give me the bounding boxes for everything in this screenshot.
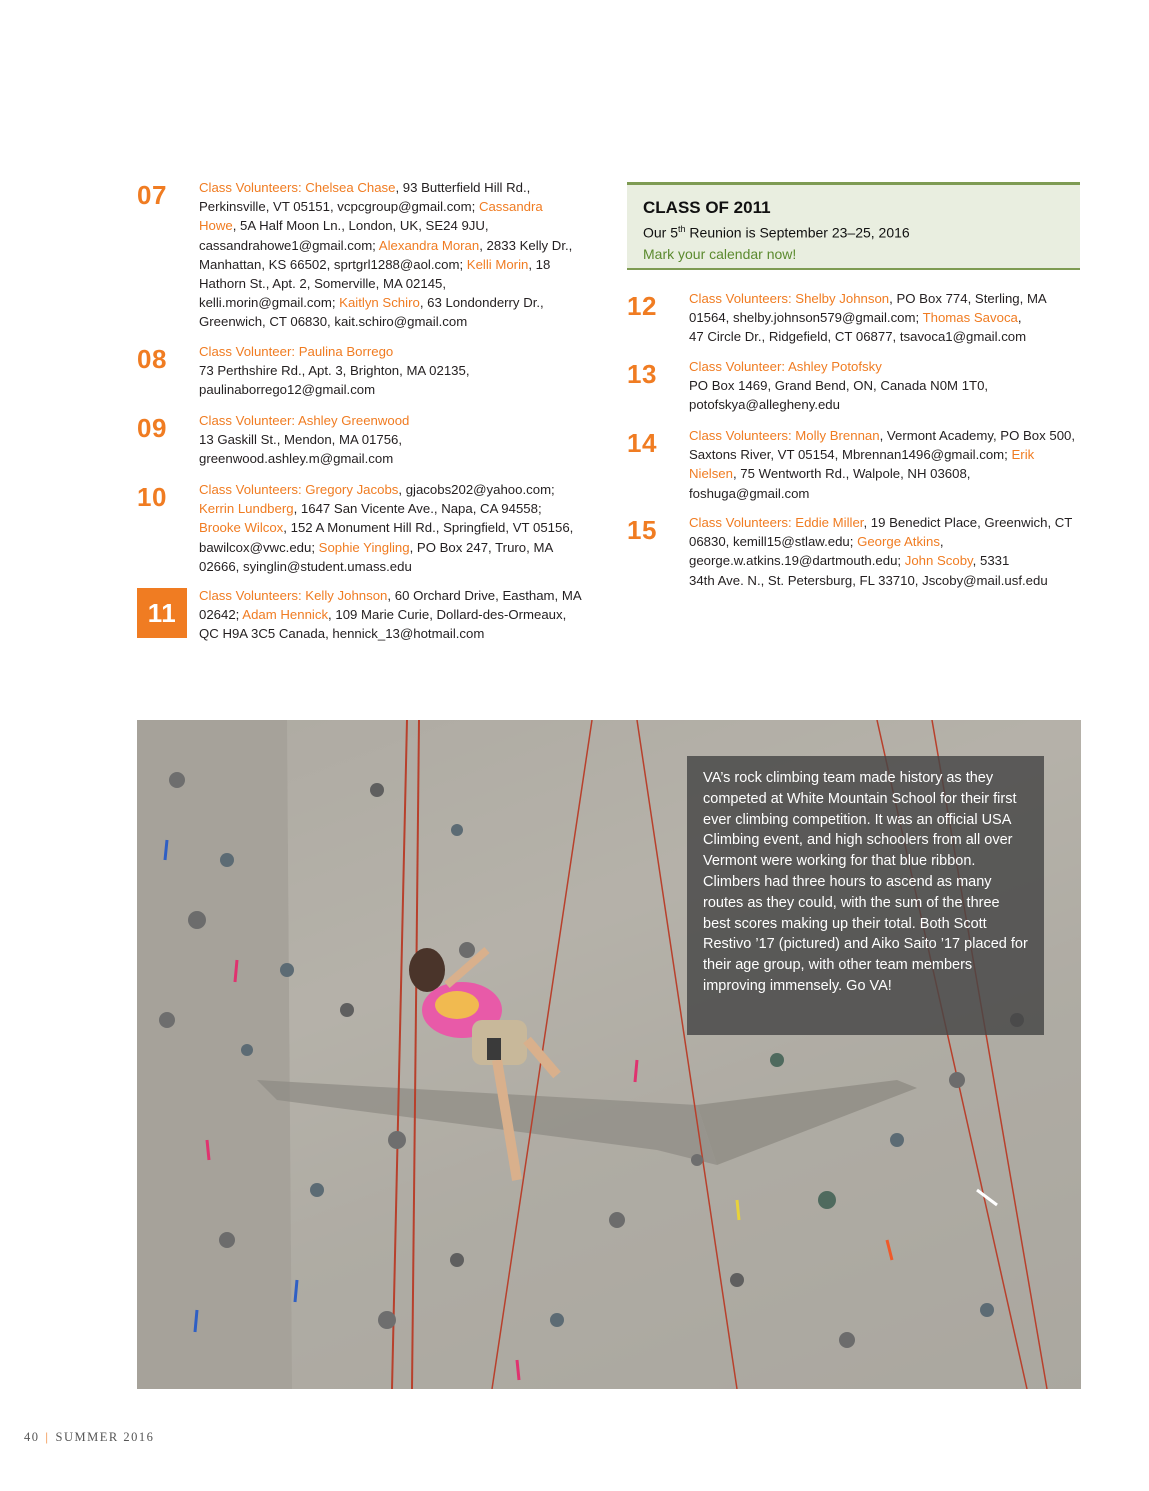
issue-name: SUMMER 2016	[55, 1430, 155, 1444]
photo-caption: VA’s rock climbing team made history as they competed at White Mountain School for their first ever climbing competition. It was an official USA Climbing event, and high schoolers from all over Vermont were working for that blue ribbon. Climbers had three hours to ascend as many routes as they could, with the sum of the three best scores making up their total. Both Scott Restivo ’17 (pictured) and Aiko Saito ’17 placed for their age group, with other team members improving immensely. Go VA!	[687, 756, 1044, 1035]
contact-details: 73 Perthshire Rd., Apt. 3, Brighton, MA 02135, paulinaborrego12@gmail.com	[199, 363, 470, 398]
reunion-date-suffix: Reunion is September 23–25, 2016	[685, 224, 910, 241]
reunion-call-to-action: Mark your calendar now!	[643, 245, 797, 262]
class-year-number: 10	[137, 482, 167, 512]
class-entry-text	[199, 411, 449, 469]
class-entry-text	[199, 480, 581, 576]
class-year-number: 07	[137, 180, 167, 210]
volunteer-name: Kelli Morin	[466, 256, 529, 272]
contact-details: , 1647 San Vicente Ave., Napa, CA 94558;	[293, 501, 542, 517]
class-entry-text	[689, 289, 1077, 347]
contact-details: 34th Ave. N., St. Petersburg, FL 33710, Jscoby@mail.usf.edu	[689, 572, 1048, 588]
class-entry-07	[137, 178, 587, 332]
class-year-number: 13	[627, 359, 657, 389]
class-year-number: 12	[627, 291, 657, 321]
volunteer-name: Class Volunteers: Shelby Johnson	[689, 291, 890, 306]
contact-details: ,	[1017, 310, 1022, 326]
volunteer-name: Class Volunteers: Gregory Jacobs	[199, 482, 399, 497]
volunteer-name: Cassandra Howe	[199, 199, 543, 234]
contact-details: , 2833 Kelly Dr., Manhattan, KS 66502, sprtgrl1288@aol.com;	[199, 237, 573, 272]
contact-details: , Vermont Academy, PO Box 500, Saxtons River, VT 05154, Mbrennan1496@gmail.com;	[689, 428, 1076, 463]
contact-details: , 109 Marie Curie, Dollard-des-Ormeaux, QC H9A 3C5 Canada, hennick_13@hotmail.com	[199, 607, 567, 642]
contact-details: , 5A Half Moon Ln., London, UK, SE24 9JU, cassandrahowe1@gmail.com;	[199, 218, 489, 253]
contact-details: 47 Circle Dr., Ridgefield, CT 06877, tsavoca1@gmail.com	[689, 329, 1027, 345]
wall-panel	[137, 720, 292, 1389]
contact-details: PO Box 1469, Grand Bend, ON, Canada N0M 1T0, potofskya@allegheny.edu	[689, 378, 989, 413]
contact-details: , PO Box 247, Truro, MA 02666, syinglin@student.umass.edu	[199, 539, 553, 574]
class-entry-text	[199, 342, 499, 400]
volunteer-name: Kaitlyn Schiro	[339, 295, 420, 311]
class-entry-text	[199, 586, 587, 644]
volunteer-name: Thomas Savoca	[922, 310, 1018, 326]
contact-details: , 93 Butterfield Hill Rd., Perkinsville, VT 05151, vcpcgroup@gmail.com;	[199, 180, 531, 215]
contact-details: , 63 Londonderry Dr., Greenwich, CT 06830, kait.schiro@gmail.com	[199, 295, 544, 330]
reunion-title: CLASS OF 2011	[643, 198, 771, 217]
contact-details: , 60 Orchard Drive, Eastham, MA 02642;	[199, 588, 581, 623]
page-number: 40	[24, 1430, 40, 1444]
contact-details: , 75 Wentworth Rd., Walpole, NH 03608, foshuga@gmail.com	[689, 466, 971, 501]
volunteer-name: George Atkins	[857, 534, 940, 550]
reunion-date-prefix: Our 5	[643, 224, 679, 241]
contact-details: , 5331	[972, 553, 1010, 569]
climbing-wall-photo	[137, 720, 1081, 1389]
volunteer-name: Adam Hennick	[242, 607, 329, 623]
volunteer-name: Kerrin Lundberg	[199, 501, 294, 517]
class-year-number: 09	[137, 413, 167, 443]
contact-details: , george.w.atkins.19@dartmouth.edu;	[689, 534, 944, 569]
contact-details: 13 Gaskill St., Mendon, MA 01756, greenwood.ashley.m@gmail.com	[199, 432, 403, 467]
class-year-number: 15	[627, 515, 657, 545]
reunion-callout	[627, 182, 1080, 270]
class-entry-text	[689, 513, 1077, 590]
volunteer-name: Class Volunteer: Ashley Potofsky	[689, 359, 882, 374]
class-entry-10	[137, 480, 587, 576]
volunteer-name: Class Volunteers: Kelly Johnson	[199, 588, 388, 603]
class-entry-15	[627, 513, 1077, 590]
footer-divider: |	[45, 1430, 50, 1444]
volunteer-name: Class Volunteer: Paulina Borrego	[199, 344, 394, 359]
class-entry-11	[137, 586, 587, 644]
page-footer	[24, 1430, 154, 1445]
class-entry-13	[627, 357, 1077, 415]
volunteer-name: Brooke Wilcox	[199, 520, 284, 536]
volunteer-name: Class Volunteer: Ashley Greenwood	[199, 413, 410, 428]
contact-details: , 152 A Monument Hill Rd., Springfield, VT 05156, bawilcox@vwc.edu;	[199, 520, 574, 555]
contact-details: , 18 Hathorn St., Apt. 2, Somerville, MA 02145, kelli.morin@gmail.com;	[199, 256, 551, 311]
class-entry-text	[689, 426, 1077, 503]
class-entry-14	[627, 426, 1077, 503]
volunteer-name: John Scoby	[904, 553, 973, 569]
contact-details: , gjacobs202@yahoo.com;	[398, 482, 555, 497]
class-year-number: 11	[137, 588, 187, 638]
reunion-date-ordinal: th	[678, 224, 686, 234]
class-entry-text	[199, 178, 579, 332]
volunteer-name: Sophie Yingling	[318, 539, 410, 555]
class-entry-12	[627, 289, 1077, 347]
volunteer-name: Class Volunteers: Eddie Miller	[689, 515, 864, 530]
volunteer-name: Class Volunteers: Molly Brennan	[689, 428, 880, 443]
volunteer-name: Alexandra Moran	[378, 237, 480, 253]
class-entry-text	[689, 357, 1029, 415]
volunteer-name: Erik Nielsen	[689, 447, 1035, 482]
reunion-date	[643, 219, 1064, 244]
class-year-number: 08	[137, 344, 167, 374]
class-year-number: 14	[627, 428, 657, 458]
class-entry-08	[137, 342, 587, 400]
contact-details: , PO Box 774, Sterling, MA 01564, shelby.johnson579@gmail.com;	[689, 291, 1046, 326]
volunteer-name: Class Volunteers: Chelsea Chase	[199, 180, 396, 195]
contact-details: , 19 Benedict Place, Greenwich, CT 06830, kemill15@stlaw.edu;	[689, 515, 1073, 550]
class-entry-09	[137, 411, 587, 469]
